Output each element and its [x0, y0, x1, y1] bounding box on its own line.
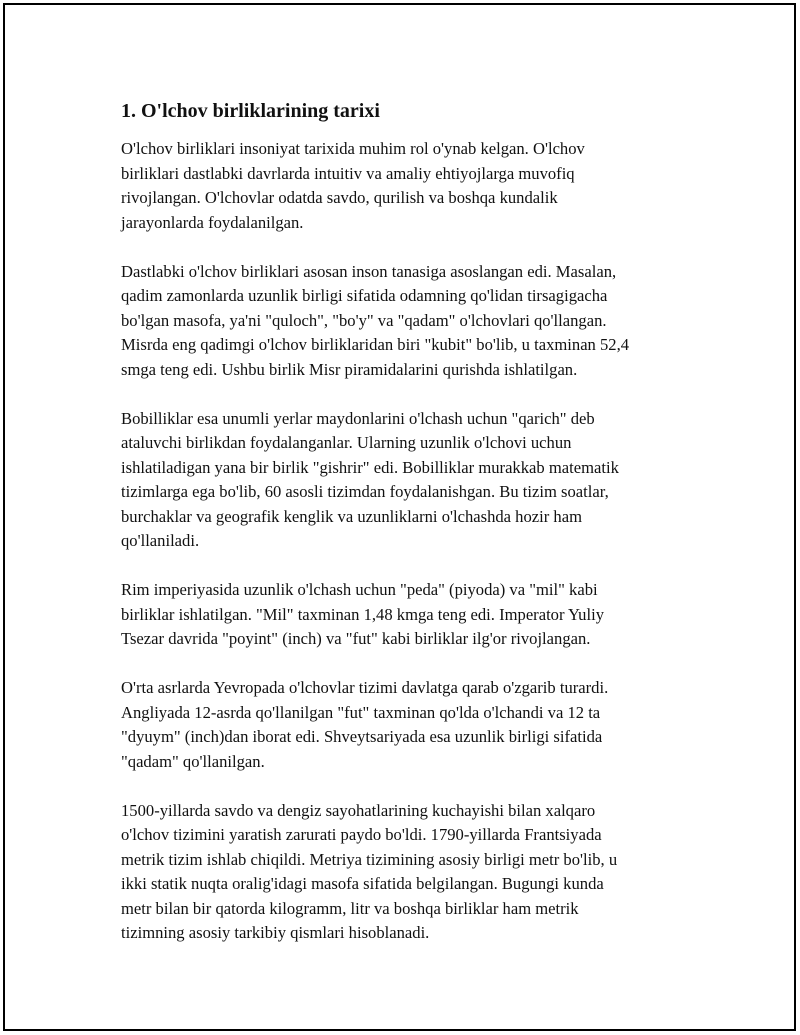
paragraph-intro: O'lchov birliklari insoniyat tarixida muhim rol o'ynab kelgan. O'lchov birliklari dastlabki davrlarda intuitiv va amaliy ehtiyojlarga muvofiq rivojlangan. O'lchovlar odatda savdo, qurilish va boshqa kundalik jarayonlarda foydalanilgan.: [121, 139, 585, 232]
paragraph-body-based-units: Dastlabki o'lchov birliklari asosan inson tanasiga asoslangan edi. Masalan, qadim zamonlarda uzunlik birligi sifatida odamning qo'lidan tirsagigacha bo'lgan masofa, ya'ni "quloch", "bo'y" va "qadam" o'lchovlari qo'llangan. Misrda eng qadimgi o'lchov birliklaridan biri "kubit" bo'lib, u taxminan 52,4 smga teng edi. Ushbu birlik Misr piramidalarini qurishda ishlatilgan.: [121, 261, 630, 379]
document-body: [121, 97, 701, 970]
paragraph-rome: Rim imperiyasida uzunlik o'lchash uchun "peda" (piyoda) va "mil" kabi birliklar ishlatilgan. "Mil" taxminan 1,48 kmga teng edi. Imperator Yuliy Tsezar davrida "poyint" (inch) va "fut" kabi birliklar ilg'or rivojlangan.: [121, 580, 604, 648]
paragraph-babylon: Bobilliklar esa unumli yerlar maydonlarini o'lchash uchun "qarich" deb ataluvchi birlikdan foydalanganlar. Ularning uzunlik o'lchovi uchun ishlatiladigan yana bir birlik "gishrir" edi. Bobilliklar murakkab matematik tizimlarga ega bo'lib, 60 asosli tizimdan foydalanishgan. Bu tizim soatlar, burchaklar va geografik kenglik va uzunliklarni o'lchashda hozir ham qo'llaniladi.: [121, 408, 619, 550]
paragraph-metric-system: 1500-yillarda savdo va dengiz sayohatlarining kuchayishi bilan xalqaro o'lchov tizimini yaratish zarurati paydo bo'ldi. 1790-yillarda Frantsiyada metrik tizim ishlab chiqildi. Metriya tizimining asosiy birligi metr bo'lib, u ikki statik nuqta oralig'idagi masofa sifatida belgilangan. Bugungi kunda metr bilan bir qatorda kilogramm, litr va boshqa birliklar ham metrik tizimning asosiy tarkibiy qismlari hisoblanadi.: [121, 800, 618, 942]
document-page: [3, 3, 796, 1031]
paragraph-middle-ages: O'rta asrlarda Yevropada o'lchovlar tizimi davlatga qarab o'zgarib turardi. Angliyada 12-asrda qo'llanilgan "fut" taxminan qo'lda o'lchandi va 12 ta "dyuym" (inch)dan iborat edi. Shveytsariyada esa uzunlik birligi sifatida "qadam" qo'llanilgan.: [121, 678, 609, 771]
section-heading: 1. O'lchov birliklarining tarixi: [121, 100, 380, 122]
